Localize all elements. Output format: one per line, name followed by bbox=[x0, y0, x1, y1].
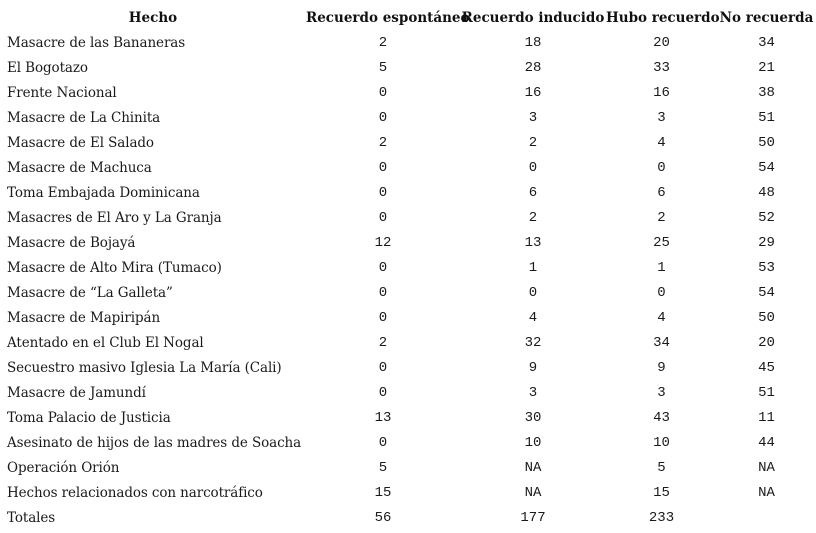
cell-no-recuerda: 54 bbox=[758, 284, 775, 301]
header-no-recuerda: No recuerda bbox=[719, 9, 814, 26]
cell-hubo-recuerdo: 4 bbox=[657, 309, 666, 326]
cell-hubo-recuerdo: 10 bbox=[653, 434, 670, 451]
table-row bbox=[0, 380, 816, 405]
cell-hubo-recuerdo: 16 bbox=[653, 84, 670, 101]
cell-recuerdo-inducido: 13 bbox=[524, 234, 542, 251]
cell-hubo-recuerdo: 15 bbox=[653, 484, 670, 501]
cell-recuerdo-inducido: 16 bbox=[524, 84, 542, 101]
table-row bbox=[0, 480, 816, 505]
cell-recuerdo-espontaneo: 0 bbox=[378, 259, 388, 276]
table-row bbox=[0, 30, 816, 55]
cell-hubo-recuerdo: 5 bbox=[657, 459, 666, 476]
table-row bbox=[0, 305, 816, 330]
cell-recuerdo-inducido: 3 bbox=[528, 109, 538, 126]
cell-hecho: Secuestro masivo Iglesia La María (Cali) bbox=[7, 359, 282, 376]
header-row bbox=[0, 5, 816, 30]
table-row bbox=[0, 55, 816, 80]
cell-no-recuerda: 53 bbox=[758, 259, 775, 276]
table-row bbox=[0, 155, 816, 180]
cell-recuerdo-espontaneo: 0 bbox=[378, 159, 388, 176]
cell-recuerdo-inducido: 0 bbox=[528, 284, 538, 301]
cell-no-recuerda: 45 bbox=[758, 359, 775, 376]
cell-recuerdo-espontaneo: 5 bbox=[378, 459, 388, 476]
cell-recuerdo-espontaneo: 0 bbox=[378, 309, 388, 326]
cell-recuerdo-inducido: 10 bbox=[524, 434, 542, 451]
cell-no-recuerda: 11 bbox=[758, 409, 775, 426]
cell-no-recuerda: NA bbox=[758, 459, 775, 476]
cell-hubo-recuerdo: 3 bbox=[657, 384, 666, 401]
cell-recuerdo-inducido: 4 bbox=[528, 309, 538, 326]
cell-no-recuerda: 51 bbox=[758, 384, 775, 401]
cell-hecho: El Bogotazo bbox=[7, 59, 88, 76]
cell-recuerdo-inducido: 18 bbox=[524, 34, 542, 51]
cell-recuerdo-inducido: 2 bbox=[528, 209, 538, 226]
recall-table bbox=[0, 5, 816, 530]
table-row bbox=[0, 355, 816, 380]
cell-hecho: Atentado en el Club El Nogal bbox=[7, 334, 204, 351]
totals-espontaneo: 56 bbox=[374, 509, 392, 526]
cell-hecho: Asesinato de hijos de las madres de Soacha bbox=[7, 434, 302, 451]
cell-recuerdo-espontaneo: 13 bbox=[374, 409, 392, 426]
cell-hecho: Masacre de Machuca bbox=[7, 159, 152, 176]
cell-recuerdo-inducido: 6 bbox=[528, 184, 538, 201]
table-body bbox=[0, 30, 816, 505]
cell-recuerdo-inducido: 9 bbox=[528, 359, 538, 376]
cell-hecho: Toma Palacio de Justicia bbox=[7, 409, 171, 426]
table-row bbox=[0, 205, 816, 230]
cell-no-recuerda: 21 bbox=[758, 59, 775, 76]
cell-hecho: Masacre de Mapiripán bbox=[7, 309, 161, 326]
header-recuerdo-inducido: Recuerdo inducido bbox=[461, 9, 605, 26]
cell-hubo-recuerdo: 20 bbox=[653, 34, 670, 51]
cell-recuerdo-espontaneo: 0 bbox=[378, 209, 388, 226]
cell-hubo-recuerdo: 9 bbox=[657, 359, 666, 376]
cell-no-recuerda: 52 bbox=[758, 209, 775, 226]
cell-hecho: Masacre de El Salado bbox=[7, 134, 154, 151]
cell-hecho: Masacres de El Aro y La Granja bbox=[7, 209, 222, 226]
cell-recuerdo-inducido: 3 bbox=[528, 384, 538, 401]
table-row bbox=[0, 130, 816, 155]
cell-hubo-recuerdo: 33 bbox=[653, 59, 670, 76]
cell-recuerdo-inducido: 28 bbox=[524, 59, 542, 76]
cell-hecho: Masacre de Jamundí bbox=[7, 384, 146, 401]
header-hecho: Hecho bbox=[128, 9, 178, 26]
cell-hubo-recuerdo: 0 bbox=[657, 159, 666, 176]
cell-hubo-recuerdo: 6 bbox=[657, 184, 666, 201]
cell-recuerdo-inducido: NA bbox=[524, 484, 542, 501]
cell-recuerdo-inducido: 32 bbox=[524, 334, 542, 351]
cell-hubo-recuerdo: 0 bbox=[657, 284, 666, 301]
cell-hubo-recuerdo: 1 bbox=[657, 259, 666, 276]
cell-hubo-recuerdo: 4 bbox=[657, 134, 666, 151]
table-row bbox=[0, 80, 816, 105]
cell-recuerdo-inducido: 30 bbox=[524, 409, 542, 426]
cell-recuerdo-espontaneo: 0 bbox=[378, 184, 388, 201]
cell-no-recuerda: 20 bbox=[758, 334, 775, 351]
cell-hubo-recuerdo: 34 bbox=[653, 334, 670, 351]
cell-hubo-recuerdo: 43 bbox=[653, 409, 670, 426]
cell-no-recuerda: 38 bbox=[758, 84, 775, 101]
cell-hecho: Masacre de Alto Mira (Tumaco) bbox=[7, 259, 222, 276]
cell-recuerdo-espontaneo: 12 bbox=[374, 234, 392, 251]
cell-hubo-recuerdo: 3 bbox=[657, 109, 666, 126]
cell-recuerdo-espontaneo: 0 bbox=[378, 434, 388, 451]
cell-hecho: Masacre de “La Galleta” bbox=[7, 284, 173, 301]
cell-hecho: Frente Nacional bbox=[7, 84, 117, 101]
cell-recuerdo-espontaneo: 5 bbox=[378, 59, 388, 76]
cell-hubo-recuerdo: 25 bbox=[653, 234, 670, 251]
cell-no-recuerda: 51 bbox=[758, 109, 775, 126]
table-row bbox=[0, 430, 816, 455]
cell-recuerdo-inducido: 0 bbox=[528, 159, 538, 176]
cell-hecho: Masacre de Bojayá bbox=[7, 234, 136, 251]
table-row bbox=[0, 455, 816, 480]
totals-row bbox=[0, 505, 816, 530]
recall-table-container bbox=[0, 5, 816, 530]
cell-hubo-recuerdo: 2 bbox=[657, 209, 666, 226]
cell-no-recuerda: NA bbox=[758, 484, 775, 501]
table-row bbox=[0, 230, 816, 255]
cell-recuerdo-inducido: 1 bbox=[528, 259, 538, 276]
cell-no-recuerda: 34 bbox=[758, 34, 775, 51]
cell-hecho: Masacre de las Bananeras bbox=[7, 34, 186, 51]
table-row bbox=[0, 180, 816, 205]
table-row bbox=[0, 255, 816, 280]
cell-recuerdo-inducido: NA bbox=[524, 459, 542, 476]
cell-recuerdo-espontaneo: 0 bbox=[378, 109, 388, 126]
cell-no-recuerda: 54 bbox=[758, 159, 775, 176]
table-row bbox=[0, 105, 816, 130]
totals-inducido: 177 bbox=[520, 509, 546, 526]
cell-no-recuerda: 50 bbox=[758, 134, 775, 151]
cell-recuerdo-espontaneo: 2 bbox=[378, 134, 388, 151]
cell-recuerdo-inducido: 2 bbox=[528, 134, 538, 151]
table-header bbox=[0, 5, 816, 30]
cell-recuerdo-espontaneo: 0 bbox=[378, 84, 388, 101]
table-footer bbox=[0, 505, 816, 530]
table-row bbox=[0, 405, 816, 430]
totals-no-recuerda bbox=[717, 505, 816, 530]
totals-hubo: 233 bbox=[648, 509, 675, 526]
totals-label: Totales bbox=[7, 509, 56, 526]
cell-recuerdo-espontaneo: 2 bbox=[378, 334, 388, 351]
cell-no-recuerda: 50 bbox=[758, 309, 775, 326]
table-row bbox=[0, 330, 816, 355]
cell-recuerdo-espontaneo: 0 bbox=[378, 384, 388, 401]
cell-recuerdo-espontaneo: 2 bbox=[378, 34, 388, 51]
cell-recuerdo-espontaneo: 0 bbox=[378, 284, 388, 301]
header-hubo-recuerdo: Hubo recuerdo bbox=[606, 9, 720, 26]
cell-hecho: Toma Embajada Dominicana bbox=[7, 184, 200, 201]
header-recuerdo-espontaneo: Recuerdo espontáneo bbox=[306, 9, 470, 26]
cell-recuerdo-espontaneo: 0 bbox=[378, 359, 388, 376]
cell-hecho: Operación Orión bbox=[7, 459, 120, 476]
cell-no-recuerda: 48 bbox=[758, 184, 775, 201]
cell-no-recuerda: 44 bbox=[758, 434, 775, 451]
cell-hecho: Hechos relacionados con narcotráfico bbox=[7, 484, 263, 501]
cell-hecho: Masacre de La Chinita bbox=[7, 109, 161, 126]
table-row bbox=[0, 280, 816, 305]
cell-no-recuerda: 29 bbox=[758, 234, 775, 251]
cell-recuerdo-espontaneo: 15 bbox=[374, 484, 392, 501]
